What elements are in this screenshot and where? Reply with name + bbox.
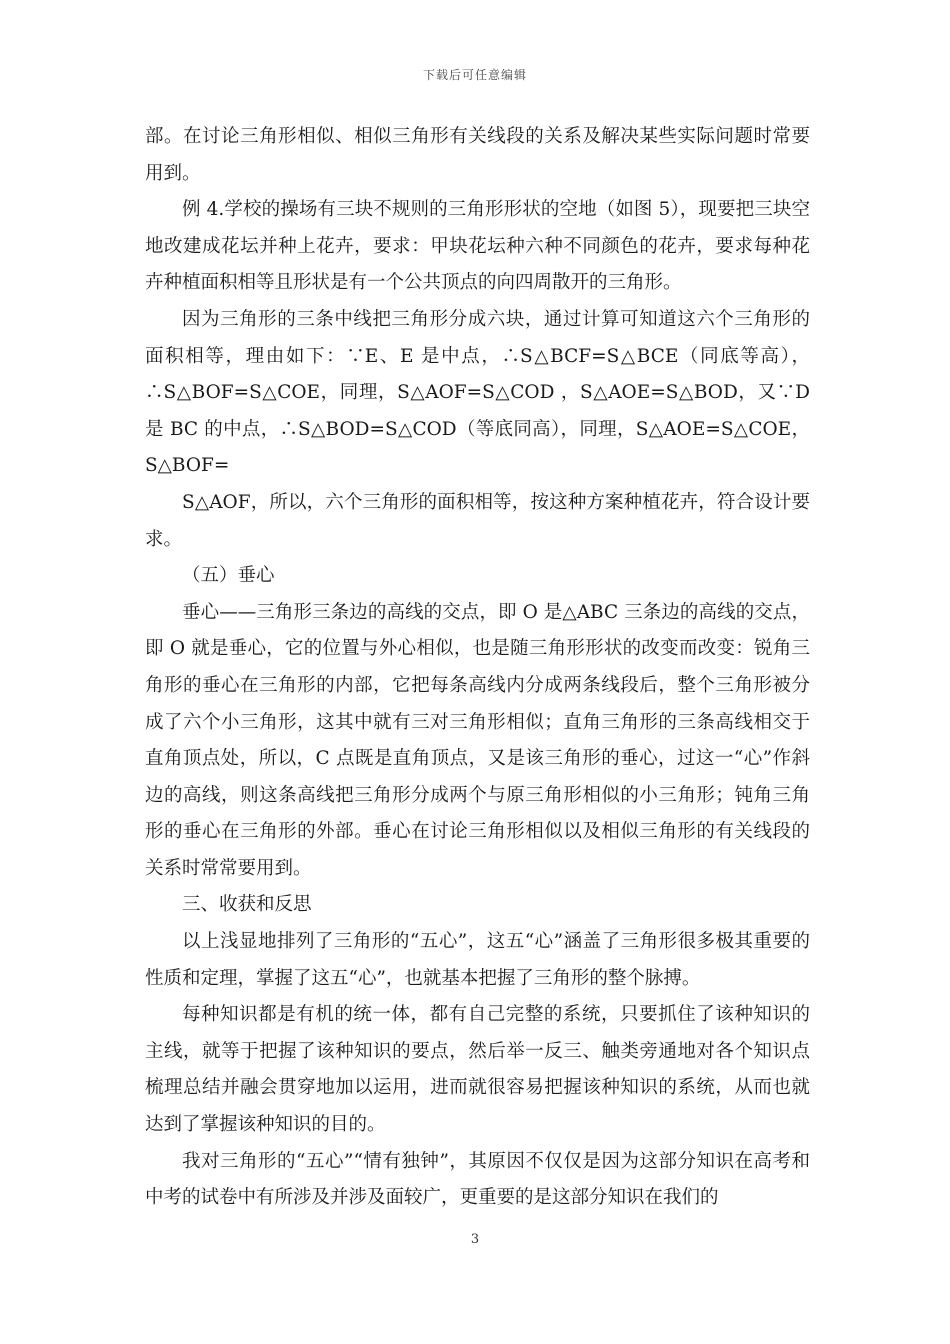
paragraph-median-proof: 因为三角形的三条中线把三角形分成六块，通过计算可知道这六个三角形的面积相等，理由如下：∵E、E 是中点，∴S△BCF=S△BCE（同底等高），∴S△BOF=S△COE，同理，S△AOF=S△COD ，S△AOE=S△BOD，又∵D 是 BC 的中点，∴S△BOD=S△COD（等底同高），同理，S△AOE=S△COE，S△BOF=	[145, 308, 810, 477]
paragraph-personal-preference: 我对三角形的“五心”“情有独钟”，其原因不仅仅是因为这部分知识在高考和中考的试卷中有所涉及并涉及面较广，更重要的是这部分知识在我们的	[145, 1150, 810, 1209]
document-body	[145, 119, 810, 1217]
page-number: 3	[470, 1232, 480, 1247]
paragraph-continuation: 部。在讨论三角形相似、相似三角形有关线段的关系及解决某些实际问题时常要用到。	[145, 126, 810, 184]
paragraph-knowledge-system: 每种知识都是有机的统一体，都有自己完整的系统，只要抓住了该种知识的主线，就等于把握了该种知识的要点，然后举一反三、触类旁通地对各个知识点梳理总结并融会贯穿地加以运用，进而就很容易把握该种知识的系统，从而也就达到了掌握该种知识的目的。	[145, 1004, 810, 1136]
paragraph-orthocenter: 垂心——三角形三条边的高线的交点，即 O 是△ABC 三条边的高线的交点，即 O 就是垂心，它的位置与外心相似，也是随三角形形状的改变而改变：锐角三角形的垂心在三角形的内部，它把每条高线内分成两条线段后，整个三角形被分成了六个小三角形，这其中就有三对三角形相似；直角三角形的三条高线相交于直角顶点处，所以，C 点既是直角顶点，又是该三角形的垂心，过这一“心”作斜边的高线，则这条高线把三角形分成两个与原三角形相似的小三角形；钝角三角形的垂心在三角形的外部。垂心在讨论三角形相似以及相似三角形的有关线段的关系时常常要用到。	[145, 601, 810, 879]
paragraph-example-4: 例 4.学校的操场有三块不规则的三角形形状的空地（如图 5），现要把三块空地改建成花坛并种上花卉，要求：甲块花坛种六种不同颜色的花卉，要求每种花卉种植面积相等且形状是有一个公共顶点的向四周散开的三角形。	[145, 199, 810, 294]
section-heading-orthocenter: （五）垂心	[182, 565, 275, 587]
paragraph-median-conclusion: S△AOF，所以，六个三角形的面积相等，按这种方案种植花卉，符合设计要求。	[145, 491, 810, 550]
section-heading-reflection: 三、收获和反思	[182, 894, 312, 916]
paragraph-five-centers-summary: 以上浅显地排列了三角形的“五心”，这五“心”涵盖了三角形很多极其重要的性质和定理，掌握了这五“心”，也就基本把握了三角形的整个脉搏。	[145, 931, 810, 989]
page-header: 下载后可任意编辑	[422, 68, 527, 82]
